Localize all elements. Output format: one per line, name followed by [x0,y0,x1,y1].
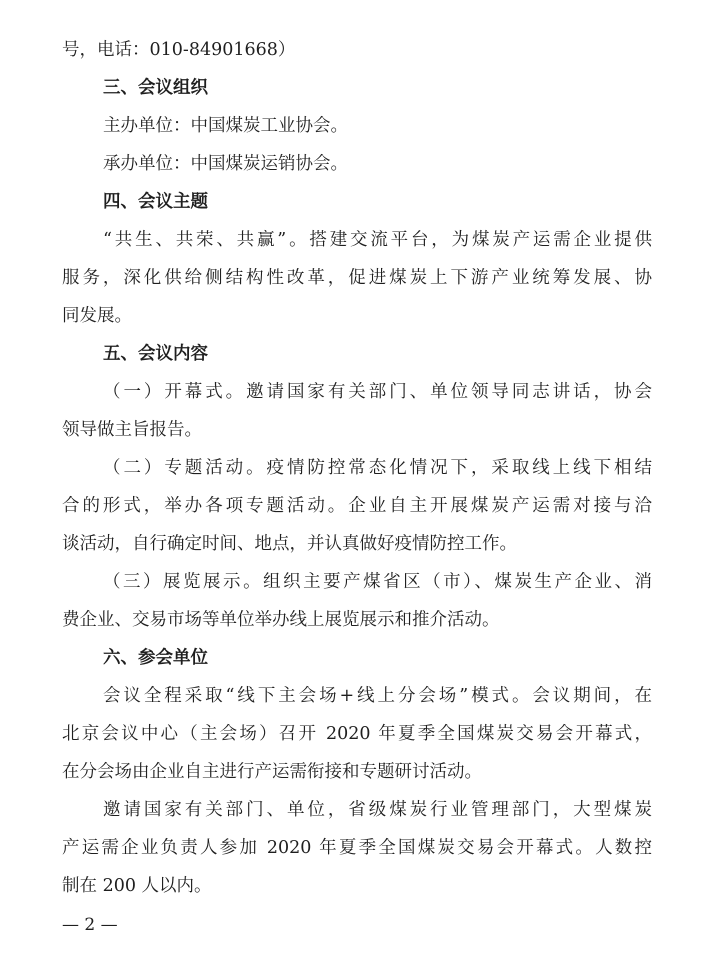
text-line: 产运需企业负责人参加 2020 年夏季全国煤炭交易会开幕式。人数控 [62,838,652,858]
text-line: 谈活动，自行确定时间、地点，并认真做好疫情防控工作。 [62,534,517,554]
page-number: — 2 — [62,915,118,935]
text-line: “共生、共荣、共赢”。搭建交流平台，为煤炭产运需企业提供 [103,230,652,250]
text-line: 服务，深化供给侧结构性改革，促进煤炭上下游产业统筹发展、协 [62,268,652,288]
text-line: 同发展。 [62,306,132,326]
text-line: 邀请国家有关部门、单位，省级煤炭行业管理部门，大型煤炭 [103,800,652,820]
text-line: （一）开幕式。邀请国家有关部门、单位领导同志讲话，协会 [103,382,652,402]
text-line: （二）专题活动。疫情防控常态化情况下，采取线上线下相结 [103,458,652,478]
text-line: 费企业、交易市场等单位举办线上展览展示和推介活动。 [62,610,500,630]
text-line: 制在 200 人以内。 [62,876,212,896]
text-line: 承办单位：中国煤炭运销协会。 [103,154,348,174]
text-line: 在分会场由企业自主进行产运需衔接和专题研讨活动。 [62,762,482,782]
text-line: 号，电话：010-84901668） [62,40,296,60]
text-line: 领导做主旨报告。 [62,420,202,440]
text-line: 主办单位：中国煤炭工业协会。 [103,116,348,136]
section-heading-content: 五、会议内容 [103,344,208,364]
section-heading-theme: 四、会议主题 [103,192,208,212]
text-line: 合的形式，举办各项专题活动。企业自主开展煤炭产运需对接与洽 [62,496,652,516]
text-line: （三）展览展示。组织主要产煤省区（市）、煤炭生产企业、消 [103,572,652,592]
text-line: 会议全程采取“线下主会场+线上分会场”模式。会议期间，在 [103,686,652,706]
section-heading-participants: 六、参会单位 [103,648,208,668]
text-line: 北京会议中心（主会场）召开 2020 年夏季全国煤炭交易会开幕式， [62,724,652,744]
section-heading-organization: 三、会议组织 [103,78,208,98]
